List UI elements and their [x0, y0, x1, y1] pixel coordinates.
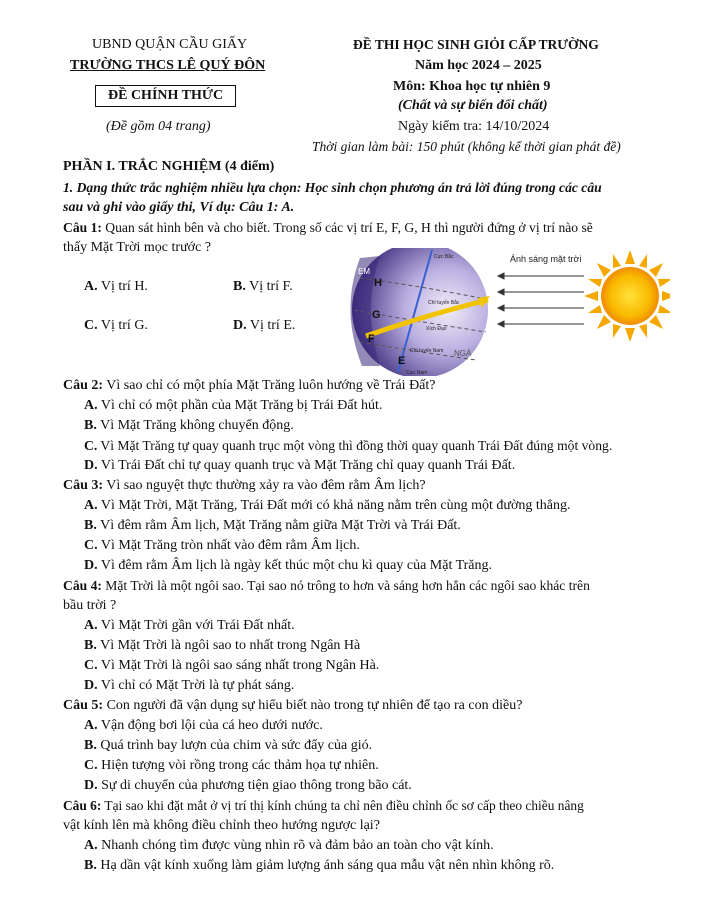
list-item — [84, 418, 294, 434]
question-text: Quan sát hình bên và cho biết. Trong số các vị trí E, F, G, H thì người đứng ở vị trí nào sẽ — [101, 220, 593, 235]
earth-sun-figure — [340, 248, 670, 376]
pages-note: (Đề gồm 04 trang) — [106, 119, 211, 134]
question-label: Câu 2: — [63, 378, 104, 393]
header-right-line2: Năm học 2024 – 2025 — [415, 58, 542, 73]
q1-option-a — [84, 279, 148, 295]
option-text: Vì chỉ có một phần của Mặt Trăng bị Trái Đất hút. — [97, 398, 383, 413]
list-item — [84, 398, 382, 414]
header-left-line2: TRƯỜNG THCS LÊ QUÝ ĐÔN — [70, 58, 266, 73]
option-text: Vì chỉ có Mặt Trời là tự phát sáng. — [97, 678, 295, 693]
option-text: Vì Mặt Trời, Mặt Trăng, Trái Đất mới có khả năng nằm trên cùng một đường thẳng. — [97, 498, 571, 513]
instruction-line1: 1. Dạng thức trắc nghiệm nhiều lựa chọn: Học sinh chọn phương án trả lời đúng trong các câu — [63, 180, 602, 195]
option-label: D. — [84, 558, 98, 573]
header-right-line5: Ngày kiểm tra: 14/10/2024 — [398, 119, 550, 134]
option-label: C. — [84, 658, 98, 673]
label-f: F — [368, 333, 375, 345]
option-text: Vị trí E. — [246, 318, 296, 333]
official-box: ĐỀ CHÍNH THỨC — [95, 85, 236, 107]
question-5 — [63, 698, 522, 714]
question-text: Con người đã vận dụng sự hiểu biết nào trong tự nhiên để tạo ra con diều? — [103, 698, 523, 713]
option-label: B. — [84, 858, 97, 873]
option-text: Vì đêm rằm Âm lịch, Mặt Trăng nằm giữa Mặt Trời và Trái Đất. — [96, 518, 461, 533]
instruction-line2: sau và ghi vào giấy thi, Ví dụ: Câu 1: A. — [63, 200, 295, 215]
sun-icon — [584, 250, 670, 342]
option-text: Quá trình bay lượn của chim và sức đẩy của gió. — [96, 738, 373, 753]
question-6 — [63, 798, 584, 814]
header-right-line1: ĐỀ THI HỌC SINH GIỎI CẤP TRƯỜNG — [353, 37, 599, 52]
option-label: D. — [84, 678, 98, 693]
sunlight-label: Ánh sáng mặt trời — [510, 254, 582, 264]
list-item — [84, 458, 515, 474]
label-em: EM — [358, 267, 370, 276]
option-text: Vị trí G. — [97, 318, 148, 333]
option-text: Hiện tượng vòi rồng trong các thảm họa tự nhiên. — [97, 758, 379, 773]
option-label: C. — [84, 538, 98, 553]
list-item — [84, 678, 294, 694]
section-title: PHẦN I. TRẮC NGHIỆM (4 điểm) — [63, 159, 275, 174]
option-text: Vì đêm rằm Âm lịch là ngày kết thúc một chu kì quay của Mặt Trăng. — [97, 558, 493, 573]
question-6-line2: vật kính lên mà không điều chỉnh theo hướng ngược lại? — [63, 818, 380, 833]
question-4 — [63, 578, 590, 594]
option-label: D. — [84, 458, 98, 473]
list-item — [84, 438, 612, 454]
header-right-line3: Môn: Khoa học tự nhiên 9 — [393, 79, 551, 94]
question-text: Mặt Trời là một ngôi sao. Tại sao nó trông to hơn và sáng hơn hẳn các ngôi sao khác trên — [101, 578, 590, 593]
option-label: A. — [84, 718, 98, 733]
option-label: C. — [84, 758, 98, 773]
question-label: Câu 6: — [63, 798, 102, 813]
north-pole-label: Cực Bắc — [434, 254, 454, 260]
option-text: Vì Mặt Trời là ngôi sao to nhất trong Ngân Hà — [96, 638, 361, 653]
question-text: Tại sao khi đặt mắt ở vị trí thị kính chúng ta chỉ nên điều chỉnh ốc sơ cấp theo chiều nâng — [101, 798, 584, 813]
question-label: Câu 3: — [63, 478, 104, 493]
option-label: B. — [233, 279, 246, 294]
option-label: D. — [84, 778, 98, 793]
south-pole-label: Cực Nam — [406, 370, 428, 376]
option-text: Nhanh chóng tìm được vùng nhìn rõ và đảm bảo an toàn cho vật kính. — [97, 838, 494, 853]
list-item — [84, 778, 412, 794]
list-item — [84, 558, 492, 574]
option-text: Vì Trái Đất chỉ tự quay quanh trục và Mặt Trăng chỉ quay quanh Trái Đất. — [97, 458, 516, 473]
question-3 — [63, 478, 426, 494]
option-text: Vì Mặt Trời gần với Trái Đất nhất. — [97, 618, 295, 633]
option-label: C. — [84, 438, 98, 453]
option-text: Hạ dần vật kính xuống làm giảm lượng ánh sáng qua mẫu vật nên nhìn không rõ. — [96, 858, 555, 873]
south-tropic-label: Chí tuyến Nam — [410, 348, 444, 354]
option-text: Vì Mặt Trăng tròn nhất vào đêm rằm Âm lịch. — [97, 538, 360, 553]
q1-option-b — [233, 279, 293, 295]
option-label: B. — [84, 418, 97, 433]
label-h: H — [374, 277, 382, 289]
option-label: A. — [84, 838, 98, 853]
north-tropic-label: Chí tuyến Bắc — [428, 300, 460, 306]
option-label: B. — [84, 518, 97, 533]
label-g: G — [372, 309, 381, 321]
list-item — [84, 498, 571, 514]
option-label: C. — [84, 318, 98, 333]
option-text: Vận động bơi lội của cá heo dưới nước. — [97, 718, 323, 733]
question-4-line2: bầu trời ? — [63, 598, 117, 613]
q1-option-d — [233, 318, 295, 334]
label-nga: NGÀ — [454, 349, 472, 358]
option-label: D. — [233, 318, 247, 333]
sunlight-arrows — [498, 273, 584, 327]
option-label: B. — [84, 738, 97, 753]
list-item — [84, 858, 554, 874]
list-item — [84, 738, 372, 754]
list-item — [84, 618, 295, 634]
list-item — [84, 638, 360, 654]
option-text: Sự di chuyển của phương tiện giao thông trong bão cát. — [97, 778, 412, 793]
question-label: Câu 5: — [63, 698, 104, 713]
list-item — [84, 538, 360, 554]
question-text: Vì sao nguyệt thực thường xảy ra vào đêm rằm Âm lịch? — [103, 478, 426, 493]
question-text: Vì sao chỉ có một phía Mặt Trăng luôn hướng về Trái Đất? — [103, 378, 436, 393]
label-e: E — [398, 355, 406, 367]
header-right-line6: Thời gian làm bài: 150 phút (không kể thời gian phát đề) — [312, 139, 621, 154]
q1-option-c — [84, 318, 148, 334]
list-item — [84, 658, 379, 674]
list-item — [84, 758, 379, 774]
question-label: Câu 4: — [63, 578, 102, 593]
list-item — [84, 838, 494, 854]
list-item — [84, 718, 323, 734]
question-2 — [63, 378, 436, 394]
list-item — [84, 518, 461, 534]
option-text: Vì Mặt Trăng không chuyển động. — [96, 418, 294, 433]
question-1-line2: thấy Mặt Trời mọc trước ? — [63, 240, 211, 255]
option-label: A. — [84, 279, 98, 294]
header-right-line4: (Chất và sự biến đổi chất) — [398, 98, 548, 113]
option-label: B. — [84, 638, 97, 653]
option-text: Vị trí H. — [97, 279, 148, 294]
option-label: A. — [84, 398, 98, 413]
option-text: Vì Mặt Trời là ngôi sao sáng nhất trong Ngân Hà. — [97, 658, 380, 673]
option-label: A. — [84, 498, 98, 513]
header-left-line1: UBND QUẬN CẦU GIẤY — [92, 37, 248, 52]
option-label: A. — [84, 618, 98, 633]
equator-label: Xích Đạo — [426, 326, 447, 332]
option-text: Vì Mặt Trăng tự quay quanh trục một vòng thì đồng thời quay quanh Trái Đất đúng một vòng. — [97, 438, 613, 453]
option-text: Vị trí F. — [245, 279, 293, 294]
question-label: Câu 1: — [63, 220, 102, 235]
question-1 — [63, 220, 593, 236]
